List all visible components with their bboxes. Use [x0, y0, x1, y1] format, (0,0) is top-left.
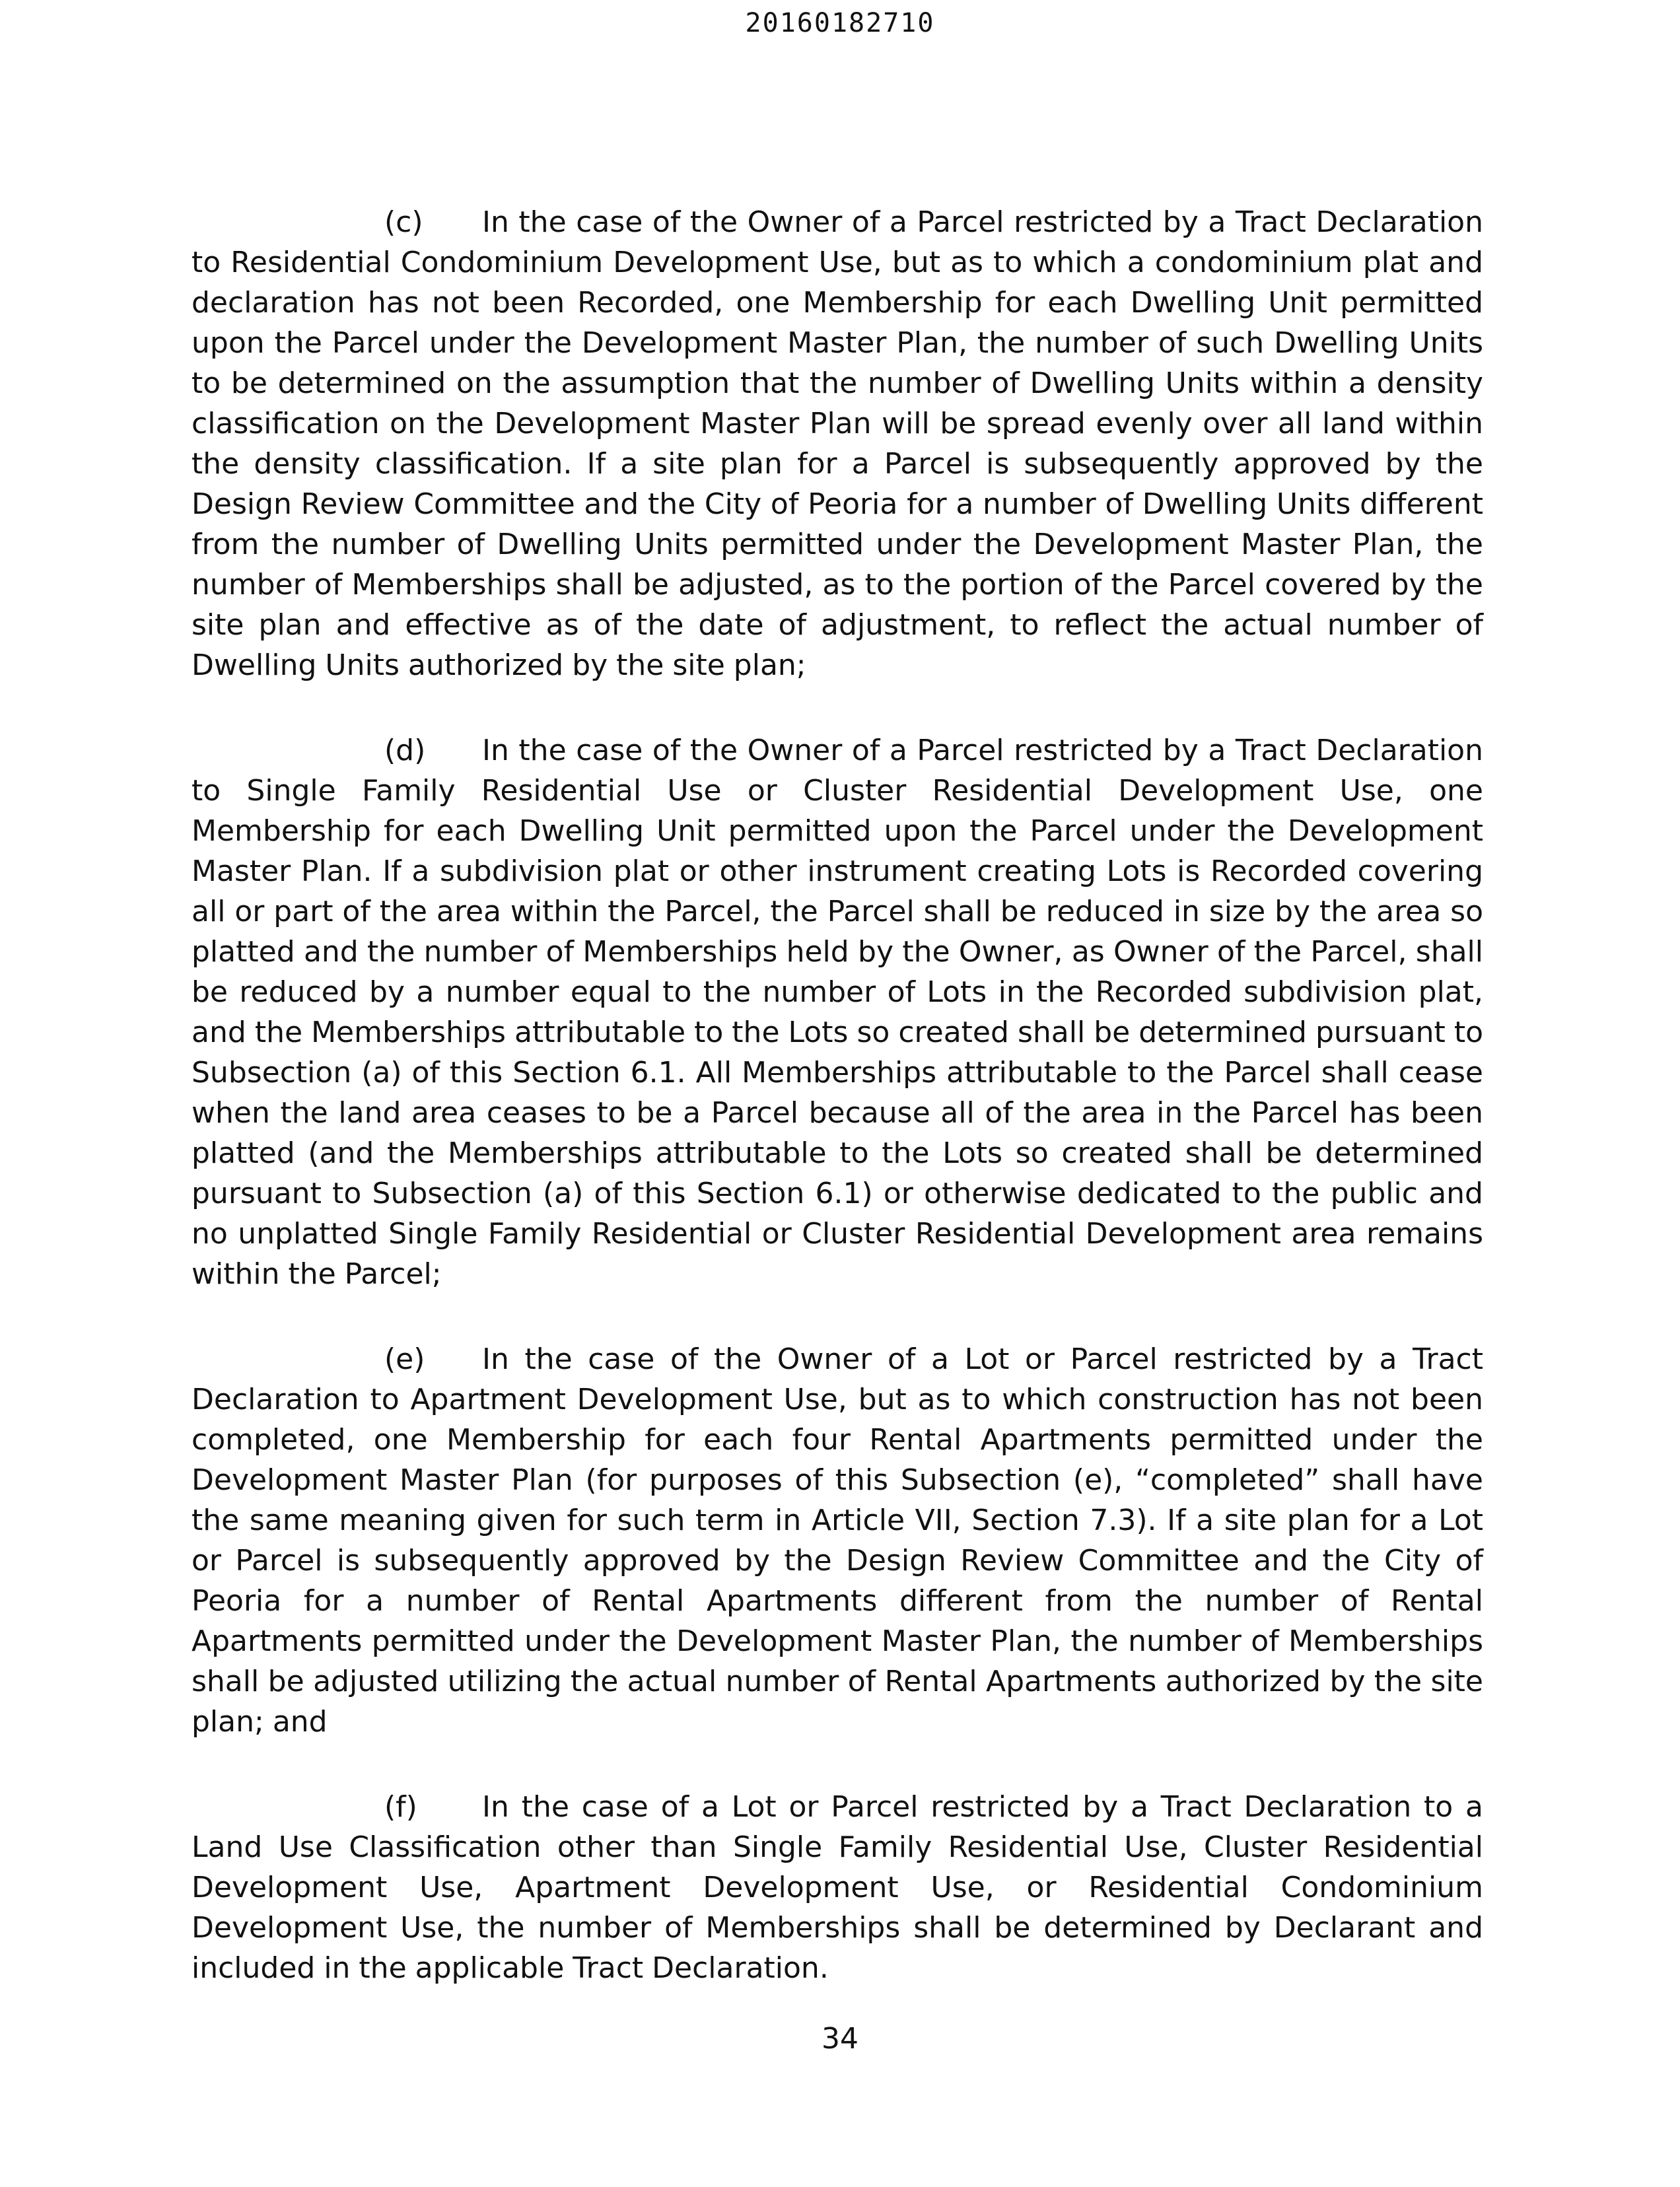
document-body	[192, 202, 1483, 2033]
clause-f	[192, 1787, 1483, 1988]
clause-d	[192, 730, 1483, 1294]
clause-label: (d)	[384, 734, 426, 767]
clause-text: In the case of a Lot or Parcel restricted by a Tract Declaration to a Land Use Classification other than Single Family Residential Use, Cluster Residential Development Use, Apartment Development Use, or Residential Condominium Development Use, the number of Memberships shall be determined by Declarant and included in the applicable Tract Declaration.	[192, 1790, 1483, 1985]
clause-label: (f)	[384, 1790, 417, 1824]
clause-text: In the case of the Owner of a Lot or Parcel restricted by a Tract Declaration to Apartment Development Use, but as to which construction has not been completed, one Membership for each four Rental Apartments permitted under the Development Master Plan (for purposes of this Subsection (e), “completed” shall have the same meaning given for such term in Article VII, Section 7.3). If a site plan for a Lot or Parcel is subsequently approved by the Design Review Committee and the City of Peoria for a number of Rental Apartments different from the number of Rental Apartments permitted under the Development Master Plan, the number of Memberships shall be adjusted utilizing the actual number of Rental Apartments authorized by the site plan; and	[192, 1342, 1483, 1739]
clause-label: (c)	[384, 205, 423, 239]
clause-e	[192, 1339, 1483, 1742]
clause-text: In the case of the Owner of a Parcel restricted by a Tract Declaration to Single Family Residential Use or Cluster Residential Development Use, one Membership for each Dwelling Unit permitted upon the Parcel under the Development Master Plan. If a subdivision plat or other instrument creating Lots is Recorded covering all or part of the area within the Parcel, the Parcel shall be reduced in size by the area so platted and the number of Memberships held by the Owner, as Owner of the Parcel, shall be reduced by a number equal to the number of Lots in the Recorded subdivision plat, and the Memberships attributable to the Lots so created shall be determined pursuant to Subsection (a) of this Section 6.1. All Memberships attributable to the Parcel shall cease when the land area ceases to be a Parcel because all of the area in the Parcel has been platted (and the Memberships attributable to the Lots so created shall be determined pursuant to Subsection (a) of this Section 6.1) or otherwise dedicated to the public and no unplatted Single Family Residential or Cluster Residential Development area remains within the Parcel;	[192, 734, 1483, 1291]
document-number: 20160182710	[745, 8, 935, 38]
clause-text: In the case of the Owner of a Parcel restricted by a Tract Declaration to Residential Condominium Development Use, but as to which a condominium plat and declaration has not been Recorded, one Membership for each Dwelling Unit permitted upon the Parcel under the Development Master Plan, the number of such Dwelling Units to be determined on the assumption that the number of Dwelling Units within a density classification on the Development Master Plan will be spread evenly over all land within the density classification. If a site plan for a Parcel is subsequently approved by the Design Review Committee and the City of Peoria for a number of Dwelling Units different from the number of Dwelling Units permitted under the Development Master Plan, the number of Memberships shall be adjusted, as to the portion of the Parcel covered by the site plan and effective as of the date of adjustment, to reflect the actual number of Dwelling Units authorized by the site plan;	[192, 205, 1483, 682]
clause-label: (e)	[384, 1342, 425, 1376]
page-number: 34	[822, 2022, 858, 2056]
clause-c	[192, 202, 1483, 685]
